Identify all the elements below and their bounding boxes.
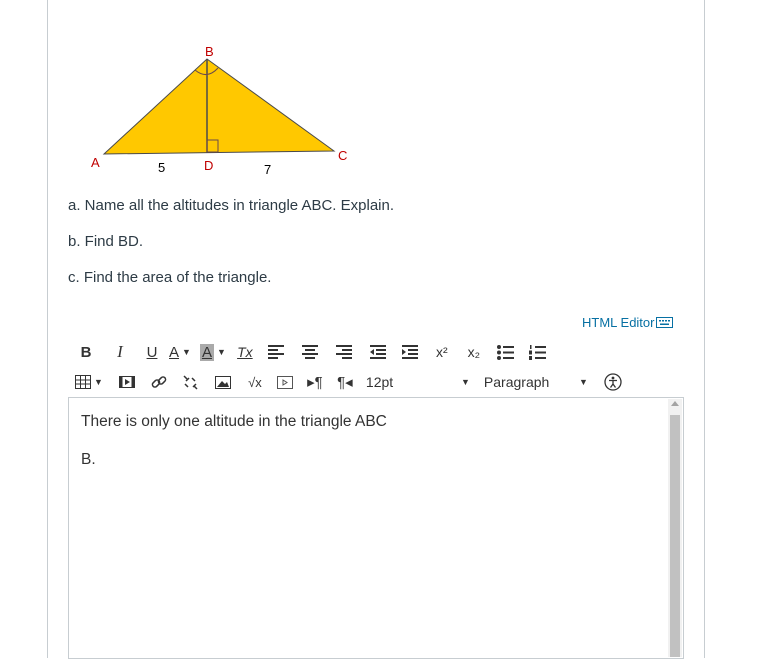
length-dc: 7 <box>264 162 272 177</box>
insert-link-button[interactable] <box>148 371 170 393</box>
toolbar-row-2 <box>75 371 622 393</box>
editor-content[interactable] <box>81 412 387 488</box>
table-caret-icon: ▼ <box>94 377 103 387</box>
ltr-direction-button[interactable] <box>304 371 326 393</box>
font-size-value: 12pt <box>365 374 394 390</box>
remove-link-button[interactable] <box>180 371 202 393</box>
background-color-button[interactable] <box>200 341 226 363</box>
table-icon <box>75 375 91 389</box>
label-a: A <box>91 155 100 170</box>
accessibility-icon <box>604 373 622 391</box>
editor-line-2: B. <box>81 451 96 468</box>
html-editor-link[interactable] <box>582 315 673 330</box>
subscript-button[interactable]: x₂ <box>467 344 481 360</box>
embed-video-button[interactable] <box>274 371 296 393</box>
numbered-list-button[interactable] <box>526 341 550 363</box>
question-a: a. Name all the altitudes in triangle ABC. Explain. <box>68 197 395 214</box>
editor-line-1: There is only one altitude in the triangle ABC <box>81 413 387 430</box>
bullet-list-button[interactable] <box>494 341 518 363</box>
label-b: B <box>205 44 214 59</box>
question-c: c. Find the area of the triangle. <box>68 269 272 286</box>
editor-scrollbar[interactable] <box>668 399 682 657</box>
insert-media-button[interactable] <box>116 371 138 393</box>
font-color-caret-icon: ▼ <box>182 347 191 357</box>
background-color-caret-icon: ▼ <box>216 347 226 357</box>
rich-text-editor[interactable] <box>68 397 684 659</box>
outdent-button[interactable] <box>366 341 390 363</box>
align-right-button[interactable] <box>332 341 356 363</box>
numbered-list-icon <box>529 345 546 360</box>
scroll-thumb[interactable] <box>670 415 680 657</box>
font-color-button[interactable] <box>169 341 191 363</box>
font-size-select[interactable] <box>366 371 470 393</box>
underline-button[interactable]: U <box>146 343 158 361</box>
unlink-icon <box>182 374 199 391</box>
indent-button[interactable] <box>398 341 422 363</box>
ltr-paragraph-icon: ▸¶ <box>307 374 323 391</box>
indent-icon <box>402 345 418 359</box>
insert-table-button[interactable] <box>75 371 103 393</box>
label-d: D <box>204 158 214 173</box>
block-format-select[interactable] <box>484 371 588 393</box>
align-left-button[interactable] <box>264 341 288 363</box>
link-icon <box>151 374 167 390</box>
scroll-up-arrow-icon[interactable] <box>671 401 679 406</box>
triangle-abc <box>104 59 334 154</box>
media-icon <box>119 376 135 388</box>
align-center-button[interactable] <box>298 341 322 363</box>
keyboard-icon <box>656 317 673 328</box>
triangle-figure <box>0 0 765 190</box>
clear-formatting-button[interactable]: Tx <box>237 344 253 360</box>
square-root-icon: √x <box>248 374 262 390</box>
block-format-caret-icon: ▼ <box>579 377 588 387</box>
align-right-icon <box>336 345 352 359</box>
italic-button[interactable]: I <box>117 342 123 361</box>
font-size-caret-icon: ▼ <box>461 377 470 387</box>
video-icon <box>277 376 293 389</box>
image-icon <box>215 376 231 389</box>
length-ad: 5 <box>158 160 166 175</box>
toolbar-row-1 <box>75 341 550 363</box>
background-color-label: A <box>201 343 212 361</box>
align-left-icon <box>268 345 284 359</box>
label-c: C <box>338 148 348 163</box>
insert-equation-button[interactable] <box>244 371 266 393</box>
outdent-icon <box>370 345 386 359</box>
bold-button[interactable]: B <box>80 343 92 361</box>
align-center-icon <box>302 345 318 359</box>
bullet-list-icon <box>497 345 514 360</box>
html-editor-label: HTML Editor <box>582 315 655 330</box>
question-b: b. Find BD. <box>68 233 144 250</box>
rtl-paragraph-icon: ¶◂ <box>337 374 353 391</box>
rtl-direction-button[interactable] <box>334 371 356 393</box>
font-color-label: A <box>169 343 180 361</box>
accessibility-checker-button[interactable] <box>604 371 622 393</box>
block-format-value: Paragraph <box>483 374 550 390</box>
superscript-button[interactable]: x² <box>436 344 448 360</box>
insert-image-button[interactable] <box>212 371 234 393</box>
question-list <box>68 196 394 304</box>
